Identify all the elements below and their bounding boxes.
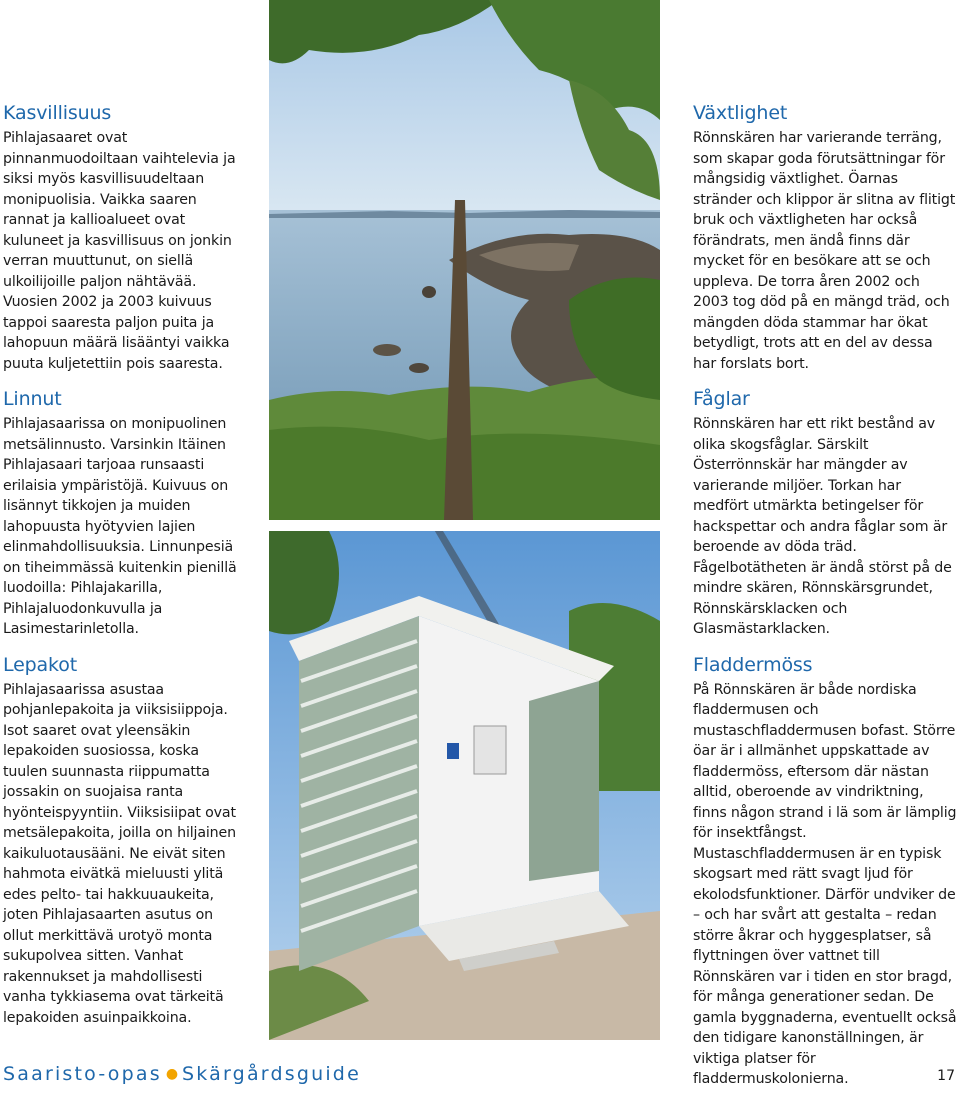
bullet-dot-icon: ● bbox=[165, 1066, 179, 1082]
section-body-lepakot: Pihlajasaarissa asustaa pohjanlepakoita ja viiksisiippoja. Isot saaret ovat yleensäkin lepakoiden suosiossa, koska tuulen suunnasta riippumatta jossakin on suojaisa ranta hyönteispyyntiin. Viiksisiipat ovat metsälepakoita, joilla on hiljainen kaikuluotausääni. Ne eivät siten hahmota eivätkä mieluusti ylitä edes pelto- tai hakkuuaukeita, joten Pihlajasaarten asutus on ollut merkittävä urotyö monta sukupolvea sitten. Vanhat rakennukset ja mahdollisesti vanha tykkiasema ovat tärkeitä lepakoiden asuinpaikkoina. bbox=[3, 681, 236, 1026]
section-heading-linnut: Linnut bbox=[3, 388, 62, 410]
section-body-faglar: Rönnskären har ett rikt bestånd av olika skogsfåglar. Särskilt Österrönnskär har mängder av varierande miljöer. Torkan har medfört utmärkta betingelser för hackspettar och andra fåglar som är beroende av döda träd. Fågelbotätheten är ändå störst på de mindre skären, Rönnskärsgrundet, Rönnskärsklacken och Glasmästarklacken. bbox=[693, 416, 952, 637]
right-column bbox=[693, 100, 959, 1102]
section-heading-kasvillisuus: Kasvillisuus bbox=[3, 102, 112, 124]
footer-title-swedish: Skärgårdsguide bbox=[182, 1063, 361, 1085]
section-body-vaxtlighet: Rönnskären har varierande terräng, som skapar goda förutsättningar för mångsidig växtlighet. Öarnas stränder och klippor är slitna av flitigt bruk och växtligheten har också förändrats, men ändå finns där mycket för en besökare att se och uppleva. De torra åren 2002 och 2003 tog död på en mängd träd, och mängden döda stammar har ökat betydligt, trots att en del av dessa har forslats bort. bbox=[693, 130, 956, 372]
section-heading-fladdermoss: Fladdermöss bbox=[693, 653, 813, 676]
section-heading-vaxtlighet: Växtlighet bbox=[693, 102, 788, 124]
left-column bbox=[3, 100, 241, 1040]
section-heading-lepakot: Lepakot bbox=[3, 653, 77, 676]
section-body-fladdermoss: På Rönnskären är både nordiska fladdermusen och mustaschfladdermusen bofast. Större öar är i allmänhet uppskattade av fladdermöss, eftersom där nästan alltid, oberoende av vindriktning, finns någon strand i lä som är lämplig för insektfångst. Mustaschfladdermusen är en typisk skogsart med rätt svagt ljud för ekolodsfunktioner. Därför undviker de – och har svårt att gestalta – redan större åkrar och hyggesplatser, så flyttningen över vattnet till Rönnskären var i tiden en stor bragd, för många generationer sedan. De gamla byggnaderna, eventuellt också den tidigare kanonställningen, är viktiga platser för fladdermuskolonierna. bbox=[693, 681, 957, 1087]
section-heading-faglar: Fåglar bbox=[693, 388, 750, 410]
shoreline-photo bbox=[269, 0, 660, 520]
page-number: 17 bbox=[937, 1068, 955, 1084]
section-body-kasvillisuus: Pihlajasaaret ovat pinnanmuodoiltaan vaihtelevia ja siksi myös kasvillisuudeltaan monipuolisia. Vaikka saaren rannat ja kallioalueet ovat kuluneet ja kasvillisuus on jonkin verran muuttunut, on siellä ulkoilijoille paljon nähtävää. Vuosien 2002 ja 2003 kuivuus tappoi saaresta paljon puita ja lahopuun määrä lisääntyi vaikka puuta kuljetettiin pois saaresta. bbox=[3, 130, 236, 372]
shelter-photo bbox=[269, 531, 660, 1040]
footer-publication-title bbox=[3, 1063, 361, 1085]
section-body-linnut: Pihlajasaarissa on monipuolinen metsälinnusto. Varsinkin Itäinen Pihlajasaari tarjoaa runsaasti erilaisia ympäristöjä. Kuivuus on lisännyt tikkojen ja muiden lahopuusta hyötyvien lajien elinmahdollisuuksia. Linnunpesiä on tiheimmässä kuitenkin pienillä luodoilla: Pihlajakarilla, Pihlajaluodonkuvulla ja Lasimestarinletolla. bbox=[3, 416, 237, 637]
footer-title-finnish: Saaristo-opas bbox=[3, 1063, 162, 1085]
